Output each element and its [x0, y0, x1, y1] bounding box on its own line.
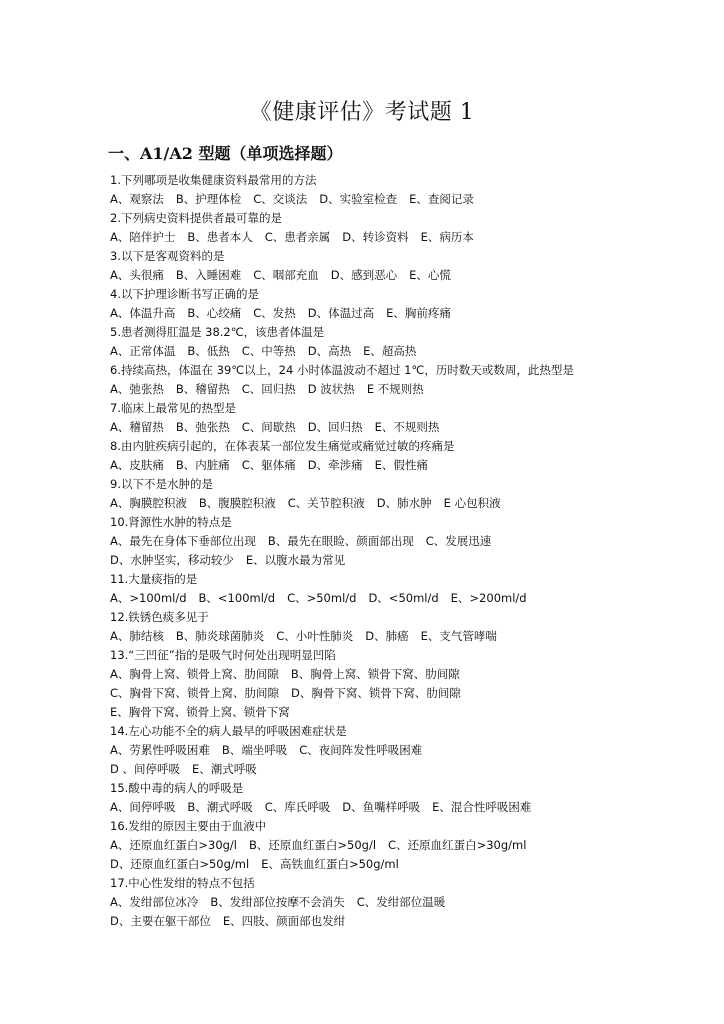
question-stem: 14.左心功能不全的病人最早的呼吸困难症状是: [110, 724, 347, 738]
answer-option: C、交谈法: [253, 192, 308, 206]
answer-option: C、患者亲属: [264, 230, 331, 244]
answer-option: C、关节腔积液: [287, 496, 365, 510]
question-stem: 13.“三凹征”指的是吸气时何处出现明显凹陷: [110, 648, 336, 662]
answer-option: D 波状热: [307, 382, 355, 396]
answer-option: C、间歇热: [241, 420, 296, 434]
answer-option: C、回归热: [241, 382, 296, 396]
question-stem: 4.以下护理诊断书写正确的是: [110, 287, 259, 301]
answer-option: A、弛张热: [110, 382, 164, 396]
answer-option: A、>100ml/d: [110, 591, 187, 605]
answer-option: B、端坐呼吸: [221, 743, 288, 757]
answer-option: B、腹膜腔积液: [198, 496, 276, 510]
answer-option: B、心绞痛: [187, 306, 242, 320]
answer-option: A、间停呼吸: [110, 800, 176, 814]
option-row: [110, 494, 690, 513]
option-row: [110, 684, 690, 703]
question-stem: 10.肾源性水肿的特点是: [110, 515, 232, 529]
section-heading: 一、A1/A2 型题（单项选择题）: [108, 144, 343, 163]
answer-option: D 、间停呼吸: [110, 762, 181, 776]
answer-option: E、不规则热: [374, 420, 440, 434]
question-stem: 9.以下不是水肿的是: [110, 477, 213, 491]
option-row: [110, 228, 690, 247]
answer-option: C、发展迅速: [425, 534, 492, 548]
question-stem: 3.以下是客观资料的是: [110, 249, 225, 263]
option-row: [110, 589, 690, 608]
answer-option: C、>50ml/d: [287, 591, 357, 605]
answer-option: E、混合性呼吸困难: [432, 800, 532, 814]
answer-option: A、胸骨上窝、锁骨上窝、肋间隙: [110, 667, 279, 681]
option-row: [110, 532, 690, 551]
answer-option: A、陪伴护士: [110, 230, 176, 244]
question-stem: 8.由内脏疾病引起的，在体表某一部位发生痛觉或痛觉过敏的疼痛是: [110, 439, 455, 453]
question-stem: 6.持续高热，体温在 39℃以上，24 小时体温波动不超过 1℃，历时数天或数周，此热型是: [110, 363, 574, 377]
answer-option: D、肺水肿: [376, 496, 432, 510]
answer-option: B、<100ml/d: [198, 591, 276, 605]
answer-option: C、中等热: [241, 344, 296, 358]
answer-option: E、心慌: [409, 268, 451, 282]
answer-option: E 不规则热: [366, 382, 424, 396]
answer-option: D、转诊资料: [342, 230, 409, 244]
answer-option: E、潮式呼吸: [192, 762, 257, 776]
answer-option: A、皮肤痛: [110, 458, 164, 472]
answer-option: B、低热: [187, 344, 230, 358]
question-stem: 11.大量痰指的是: [110, 572, 198, 586]
page-title: 《健康评估》考试题 1: [249, 100, 475, 125]
answer-option: E、超高热: [363, 344, 417, 358]
answer-option: C、发热: [253, 306, 296, 320]
answer-option: B、还原血红蛋白>50g/l: [249, 838, 377, 852]
option-row: [110, 418, 690, 437]
answer-option: D、感到恶心: [330, 268, 398, 282]
answer-option: B、发绀部位按摩不会消失: [210, 895, 345, 909]
option-row: [110, 855, 690, 874]
answer-option: A、胸膜腔积液: [110, 496, 187, 510]
question-stem: 15.酸中毒的病人的呼吸是: [110, 781, 244, 795]
option-row: [110, 741, 690, 760]
option-row: [110, 342, 690, 361]
option-row: [110, 456, 690, 475]
answer-option: D、牵涉痛: [307, 458, 363, 472]
answer-option: D、主要在躯干部位: [110, 914, 211, 928]
option-row: [110, 190, 690, 209]
answer-option: B、稽留热: [175, 382, 230, 396]
answer-option: C、库氏呼吸: [264, 800, 331, 814]
answer-option: E、胸骨下窝、锁骨上窝、锁骨下窝: [110, 705, 290, 719]
answer-option: C、咽部充血: [253, 268, 319, 282]
answer-option: E、胸前疼痛: [386, 306, 451, 320]
answer-option: A、最先在身体下垂部位出现: [110, 534, 256, 548]
answer-option: E、以腹水最为常见: [245, 553, 346, 567]
answer-option: D、高热: [307, 344, 352, 358]
question-stem: 12.铁锈色痰多见于: [110, 610, 209, 624]
answer-option: B、最先在眼睑、颜面部出现: [267, 534, 414, 548]
answer-option: E、查阅记录: [409, 192, 474, 206]
option-row: [110, 380, 690, 399]
answer-option: B、内脏痛: [175, 458, 230, 472]
answer-option: E、病历本: [420, 230, 474, 244]
answer-option: D、鱼嘴样呼吸: [342, 800, 421, 814]
answer-option: A、稽留热: [110, 420, 164, 434]
answer-option: D、胸骨下窝、锁骨下窝、肋间隙: [291, 686, 461, 700]
answer-option: D、<50ml/d: [368, 591, 439, 605]
question-stem: 5.患者测得肛温是 38.2℃，该患者体温是: [110, 325, 325, 339]
option-row: [110, 836, 690, 855]
option-row: [110, 912, 690, 931]
answer-option: B、肺炎球菌肺炎: [175, 629, 265, 643]
answer-option: D、体温过高: [307, 306, 375, 320]
option-row: [110, 304, 690, 323]
answer-option: A、肺结核: [110, 629, 164, 643]
answer-option: A、劳累性呼吸困难: [110, 743, 210, 757]
question-stem: 2.下列病史资料提供者最可靠的是: [110, 211, 282, 225]
answer-option: C、躯体痛: [241, 458, 296, 472]
question-stem: 7.临床上最常见的热型是: [110, 401, 236, 415]
answer-option: B、潮式呼吸: [187, 800, 253, 814]
option-row: [110, 798, 690, 817]
answer-option: B、护理体检: [175, 192, 242, 206]
answer-option: D、实验室检查: [319, 192, 398, 206]
option-row: [110, 266, 690, 285]
answer-option: A、头很痛: [110, 268, 164, 282]
answer-option: A、正常体温: [110, 344, 176, 358]
answer-option: A、体温升高: [110, 306, 176, 320]
option-row: [110, 665, 690, 684]
question-stem: 16.发绀的原因主要由于血液中: [110, 819, 267, 833]
answer-option: A、观察法: [110, 192, 164, 206]
answer-option: E、支气管哮喘: [420, 629, 497, 643]
answer-option: A、还原血红蛋白>30g/l: [110, 838, 238, 852]
question-list: [110, 171, 690, 931]
option-row: [110, 760, 690, 779]
answer-option: B、弛张热: [175, 420, 230, 434]
answer-option: D、还原血红蛋白>50g/ml: [110, 857, 250, 871]
answer-option: A、发绀部位冰冷: [110, 895, 199, 909]
answer-option: C、发绀部位温暖: [356, 895, 446, 909]
answer-option: C、还原血红蛋白>30g/ml: [388, 838, 527, 852]
answer-option: E、高铁血红蛋白>50g/ml: [261, 857, 399, 871]
answer-option: D、水肿坚实，移动较少: [110, 553, 234, 567]
answer-option: B、患者本人: [187, 230, 253, 244]
question-stem: 1.下列哪项是收集健康资料最常用的方法: [110, 173, 317, 187]
option-row: [110, 627, 690, 646]
answer-option: E、四肢、颜面部也发绀: [222, 914, 346, 928]
option-row: [110, 893, 690, 912]
question-stem: 17.中心性发绀的特点不包括: [110, 876, 255, 890]
answer-option: E 心包积液: [443, 496, 501, 510]
answer-option: C、胸骨下窝、锁骨上窝、肋间隙: [110, 686, 280, 700]
answer-option: E、>200ml/d: [450, 591, 527, 605]
answer-option: C、小叶性肺炎: [276, 629, 354, 643]
answer-option: B、入睡困难: [175, 268, 242, 282]
answer-option: D、回归热: [307, 420, 363, 434]
answer-option: B、胸骨上窝、锁骨下窝、肋间隙: [290, 667, 460, 681]
answer-option: D、肺癌: [365, 629, 409, 643]
option-row: [110, 551, 690, 570]
option-row: [110, 703, 690, 722]
answer-option: C、夜间阵发性呼吸困难: [299, 743, 423, 757]
answer-option: E、假性痛: [374, 458, 428, 472]
